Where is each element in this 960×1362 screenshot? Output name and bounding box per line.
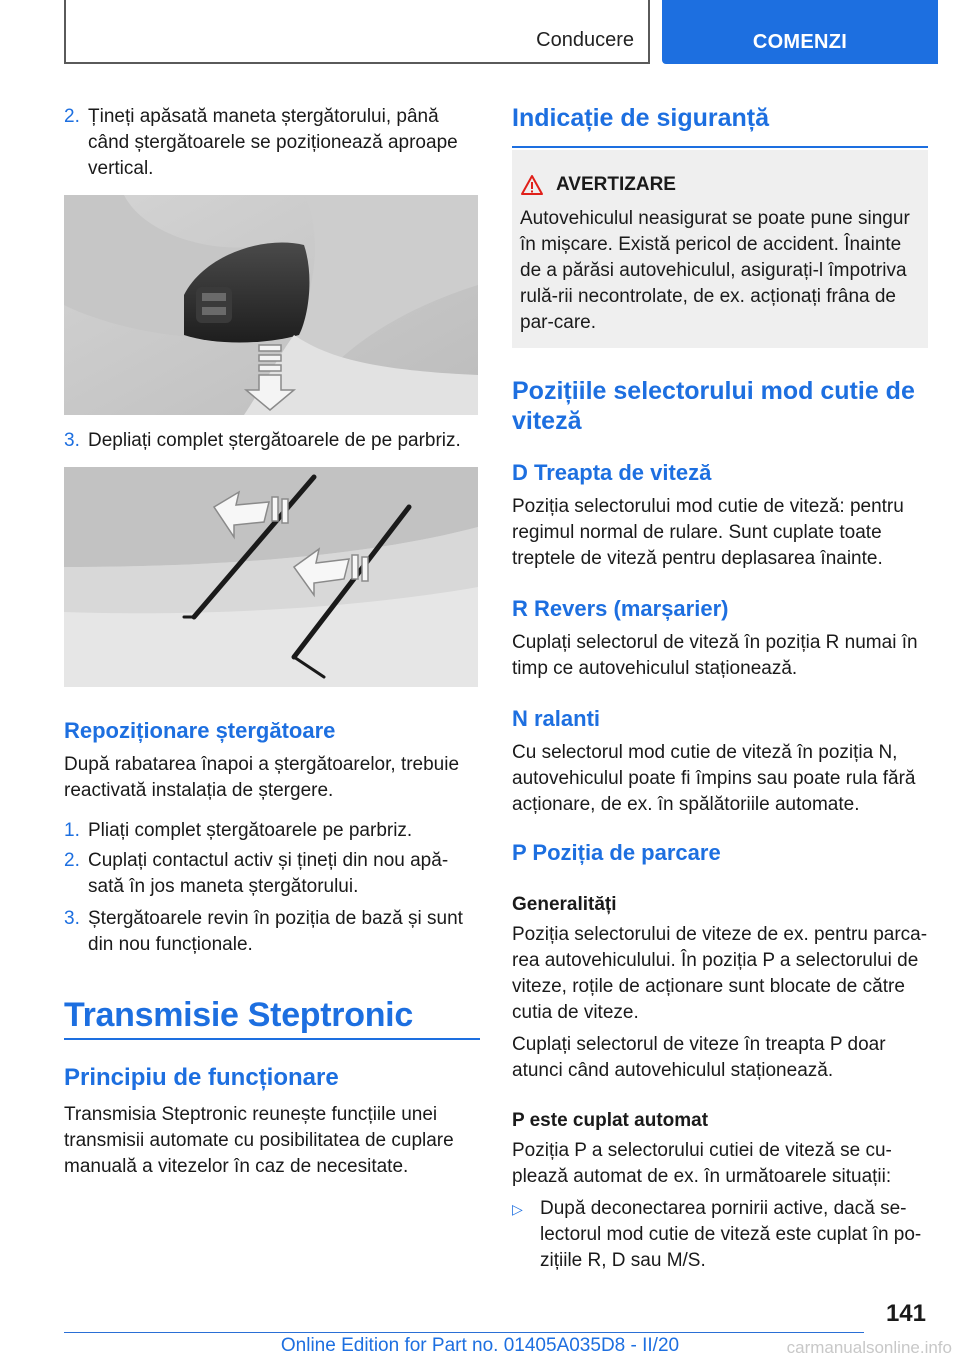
heading-auto-park: P este cuplat automat: [512, 1110, 709, 1131]
warning-header: [520, 174, 676, 196]
neutral-text: Cu selectorul mod cutie de viteză în poziția N, autovehiculul poate fi împins sau poate rula fără acționare, de ex. în spălătoriile automate.: [512, 742, 916, 815]
reverse-text: Cuplați selectorul de viteză în poziția R numai în timp ce autovehiculul staționează.: [512, 632, 918, 679]
heading-reposition: Repoziționare ștergătoare: [64, 718, 336, 743]
figure-wiper-lever: [64, 195, 478, 415]
heading-principle: Principiu de funcționare: [64, 1064, 339, 1091]
section-rule: [64, 1038, 480, 1040]
heading-general: Generalități: [512, 894, 617, 915]
list-item-reposition-1: [64, 818, 478, 844]
bullet-text: După deconectarea pornirii active, dacă se-lectorul mod cutie de viteză este cuplat în po-zițiile R, D sau M/S.: [540, 1198, 922, 1271]
general-text-2: Cuplați selectorul de viteze în treapta P doar atunci când autovehiculul staționează.: [512, 1034, 886, 1081]
header-section-box: [64, 0, 650, 64]
step-text: Țineți apăsată maneta ștergătorului, până când ștergătoarele se poziționează aproape vertical.: [88, 106, 458, 179]
section-rule: [512, 146, 928, 148]
step-number: 2.: [64, 106, 80, 127]
heading-neutral: N ralanti: [512, 706, 601, 731]
auto-park-text: Poziția P a selectorului cutiei de viteză se cu-plează automat de ex. în următoarele situații:: [512, 1140, 892, 1187]
footer-edition: Online Edition for Part no. 01405A035D8 - II/20: [280, 1335, 680, 1356]
heading-transmission: Transmisie Steptronic: [64, 996, 413, 1034]
bullet-triangle-icon: ▷: [512, 1201, 523, 1217]
step-number: 1.: [64, 820, 80, 841]
footer-watermark: carmanualsonline.info: [786, 1338, 952, 1357]
header-chapter-label: COMENZI: [752, 31, 848, 53]
list-item-step-2: [64, 104, 478, 182]
warning-box: [512, 150, 928, 348]
heading-drive: D Treapta de viteză: [512, 460, 712, 485]
step-number: 2.: [64, 850, 80, 871]
general-text-1: Poziția selectorului de viteze de ex. pentru parca-rea autovehiculului. În poziția P a selectorului de viteze, roțile de acționare sunt blocate de către cutia de viteze.: [512, 924, 928, 1023]
transmission-text: Transmisia Steptronic reunește funcțiile unei transmisii automate cu posibilitatea de cuplare manuală a vitezelor în caz de necesitate.: [64, 1104, 454, 1177]
wiper-lever-illustration: [64, 195, 478, 415]
warning-title: AVERTIZARE: [556, 174, 676, 195]
heading-safety: Indicație de siguranță: [512, 104, 770, 132]
figure-windshield-wipers: [64, 467, 478, 687]
list-item-step-3: [64, 428, 478, 454]
drive-text: Poziția selectorului mod cutie de viteză: pentru regimul normal de rulare. Sunt cuplate toate treptele de viteză pentru deplasarea înainte.: [512, 496, 904, 569]
windshield-wipers-illustration: [64, 467, 478, 687]
step-text: Ștergătoarele revin în poziția de bază și sunt din nou funcționale.: [88, 908, 463, 955]
heading-park: P Poziția de parcare: [512, 840, 721, 865]
page-number: 141: [885, 1300, 926, 1327]
heading-reverse: R Revers (marșarier): [512, 596, 729, 621]
step-text: Cuplați contactul activ și țineți din nou apă-sată în jos maneta ștergătorului.: [88, 850, 449, 897]
header-chapter-tab[interactable]: [662, 0, 938, 64]
heading-positions: Pozițiile selectorului mod cutie de viteză: [512, 377, 915, 435]
footer-rule: [64, 1332, 864, 1333]
step-text: Pliați complet ștergătoarele pe parbriz.: [88, 820, 413, 841]
step-text: Depliați complet ștergătoarele de pe parbriz.: [88, 430, 461, 451]
reposition-intro: După rabatarea înapoi a ștergătoarelor, trebuie reactivată instalația de ștergere.: [64, 754, 460, 801]
list-item-reposition-3: [64, 906, 478, 958]
step-number: 3.: [64, 430, 80, 451]
list-item-reposition-2: [64, 848, 478, 900]
step-number: 3.: [64, 908, 80, 929]
warning-text: Autovehiculul neasigurat se poate pune singur în mișcare. Există pericol de accident. Înainte de a părăsi autovehiculul, asigurați-l împotriva rulă-rii necontrolate, de ex. acționați frâna de par-care.: [520, 208, 910, 333]
header-section-label: Conducere: [536, 29, 634, 51]
list-item-bullet: [512, 1196, 928, 1274]
warning-triangle-icon: [520, 174, 544, 196]
